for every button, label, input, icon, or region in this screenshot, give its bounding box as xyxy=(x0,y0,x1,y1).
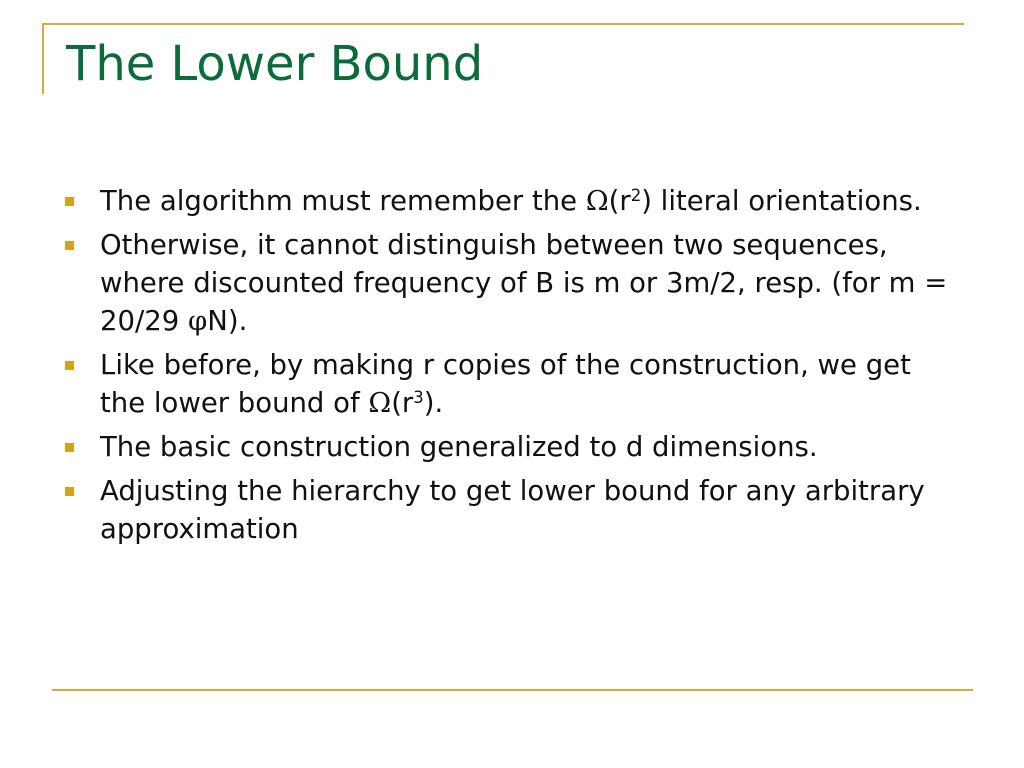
bullet-1-text-before: The algorithm must remember the xyxy=(100,185,586,217)
left-rule xyxy=(42,23,44,94)
square-bullet-icon xyxy=(65,241,74,250)
bullet-4-text: The basic construction generalized to d dimensions. xyxy=(100,431,818,463)
bullet-2-text-after: N). xyxy=(207,305,248,337)
slide-title: The Lower Bound xyxy=(66,36,484,92)
bullet-3-text-after: ). xyxy=(423,387,444,419)
bullet-1-open: (r xyxy=(608,185,631,217)
bullet-item-2 xyxy=(58,226,958,340)
phi-symbol: φ xyxy=(188,305,208,337)
square-bullet-icon xyxy=(65,361,74,370)
bullet-3-text-before: Like before, by making r copies of the construction, we get the lower bound of xyxy=(100,349,911,419)
square-bullet-icon xyxy=(65,197,74,206)
square-bullet-icon xyxy=(65,487,74,496)
bullet-1-text-after: ) literal orientations. xyxy=(641,185,922,217)
bullet-item-3 xyxy=(58,346,958,422)
bullet-item-5 xyxy=(58,472,958,548)
square-bullet-icon xyxy=(65,443,74,452)
bullet-3-open: (r xyxy=(391,387,414,419)
bottom-rule xyxy=(52,689,973,691)
bullet-5-text: Adjusting the hierarchy to get lower bound for any arbitrary approximation xyxy=(100,475,925,545)
omega-symbol: Ω xyxy=(585,185,609,217)
bullet-3-superscript: 3 xyxy=(413,387,424,407)
bullet-1-superscript: 2 xyxy=(630,185,642,205)
bullet-item-1 xyxy=(58,182,958,220)
bullet-item-4 xyxy=(58,428,958,466)
top-rule xyxy=(42,23,964,25)
omega-symbol: Ω xyxy=(368,387,392,419)
bullet-list xyxy=(58,182,958,554)
bullet-2-text-before: Otherwise, it cannot distinguish between two sequences, where discounted frequency of B is m or 3m/2, resp. (for m = 20/29 xyxy=(100,229,948,337)
